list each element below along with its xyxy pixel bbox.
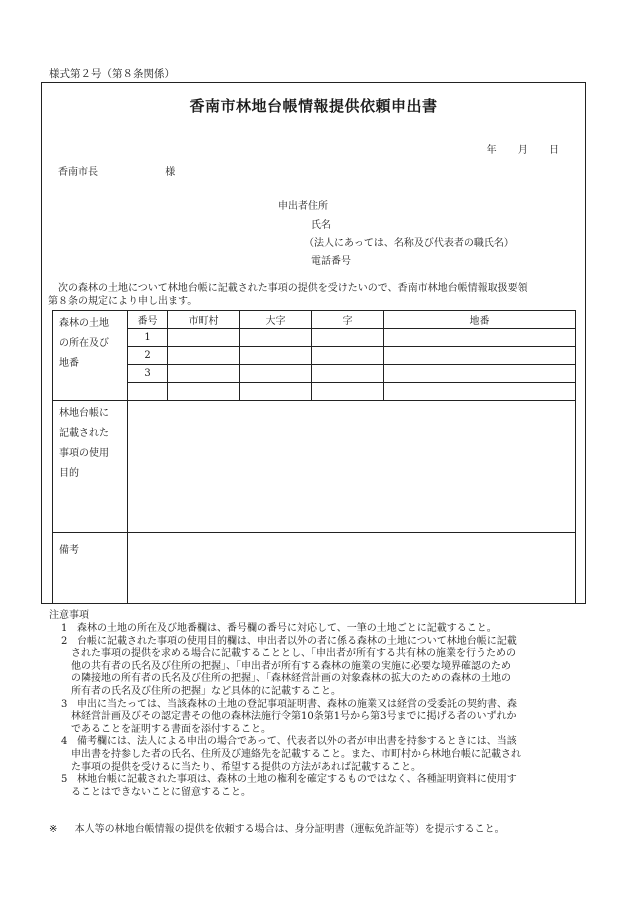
- note-number: 5: [61, 774, 68, 786]
- addressee: [58, 163, 175, 178]
- header-lot-number: 地番: [384, 311, 576, 329]
- land-info-table: [52, 310, 576, 604]
- municipality-cell[interactable]: [168, 329, 240, 347]
- note-line: であることを証明する書面を添付すること。: [71, 723, 271, 735]
- note-line: 森林の土地の所在及び地番欄は、番号欄の番号に対応して、一筆の土地ごとに記載すること。: [77, 623, 497, 634]
- applicant-corp-note: （法人にあっては、名称及び代表者の職氏名）: [304, 238, 514, 249]
- notes-list: [49, 623, 579, 799]
- remarks-row: [53, 533, 576, 604]
- intro-text: [48, 282, 582, 308]
- aza-cell[interactable]: [312, 383, 384, 401]
- note-line: 林経営計画及びその認定書その他の森林法施行令第10条第1号から第3号までに掲げる者のいずれか: [71, 711, 517, 723]
- applicant-phone-label: 電話番号: [311, 256, 351, 267]
- row-number: 2: [128, 347, 168, 365]
- note-line: ることはできないことに留意すること。: [71, 786, 251, 798]
- date-year-label: 年: [486, 145, 497, 156]
- row-number: [128, 383, 168, 401]
- table-row: [53, 383, 576, 401]
- form-title: 香南市林地台帳情報提供依頼申出書: [189, 97, 438, 115]
- note-line: 所有者の氏名及び住所の把握」など具体的に記載すること。: [71, 685, 341, 697]
- note-number: 3: [61, 698, 68, 710]
- purpose-row: [53, 401, 576, 533]
- note-number: 1: [61, 623, 68, 634]
- note-number: 2: [61, 635, 68, 647]
- note-line: された事項の提供を求める場合に記載することとし、「申出者が所有する共有林の施業を行うための: [71, 648, 516, 660]
- applicant-name-label: 氏名: [311, 220, 331, 231]
- municipality-cell[interactable]: [168, 365, 240, 383]
- date-month-label: 月: [517, 145, 528, 156]
- oaza-cell[interactable]: [240, 383, 312, 401]
- header-aza: 字: [312, 311, 384, 329]
- aza-cell[interactable]: [312, 365, 384, 383]
- oaza-cell[interactable]: [240, 329, 312, 347]
- footer-note: [49, 820, 505, 835]
- lot-number-cell[interactable]: [384, 365, 576, 383]
- municipality-cell[interactable]: [168, 347, 240, 365]
- note-line: 申出書を持参した者の氏名、住所及び連絡先を記載すること。また、市町村から林地台帳に記載され: [71, 748, 521, 760]
- lot-number-cell[interactable]: [384, 329, 576, 347]
- note-item: [49, 623, 579, 636]
- note-line: の隣接地の所有者の氏名及び住所の把握」、「森林経営計画の対象森林の拡大のための森林の土地の: [71, 673, 511, 685]
- note-item: [49, 774, 579, 799]
- header-oaza: 大字: [240, 311, 312, 329]
- intro-line-2: 第８条の規定により申し出ます。: [48, 296, 198, 307]
- note-line: た事項の提供を受けるに当たり、希望する提供の方法があれば記載すること。: [71, 761, 421, 773]
- note-number: 4: [61, 736, 68, 748]
- purpose-label-cell: 林地台帳に 記載された 事項の使用 目的: [53, 401, 128, 533]
- oaza-cell[interactable]: [240, 365, 312, 383]
- table-header-row: [53, 311, 576, 329]
- notes-section: [49, 606, 579, 799]
- footer-text: 本人等の林地台帳情報の提供を依頼する場合は、身分証明書（運転免許証等）を提示すること。: [74, 824, 505, 835]
- addressee-name: 香南市長: [58, 167, 98, 178]
- applicant-address-label: 申出者住所: [278, 201, 328, 212]
- note-line: 申出に当たっては、当該森林の土地の登記事項証明書、森林の施業又は経営の受委託の契約書、森: [77, 698, 517, 710]
- lot-number-cell[interactable]: [384, 383, 576, 401]
- note-line: 林地台帳に記載された事項は、森林の土地の権利を確定するものではなく、各種証明資料に使用す: [77, 774, 517, 786]
- aza-cell[interactable]: [312, 329, 384, 347]
- note-item: [49, 736, 579, 774]
- purpose-field[interactable]: [128, 401, 576, 533]
- table-row: [53, 365, 576, 383]
- date-line: [469, 141, 559, 156]
- row-number: 3: [128, 365, 168, 383]
- remarks-field[interactable]: [128, 533, 576, 604]
- addressee-honorific: 様: [165, 167, 176, 178]
- remarks-label-cell: 備考: [53, 533, 128, 604]
- note-line: 他の共有者の氏名及び住所の把握」、「申出者が所有する森林の施業の実施に必要な境界確認のため: [71, 660, 511, 672]
- notes-title: 注意事項: [49, 610, 89, 621]
- table-row: [53, 329, 576, 347]
- note-line: 備考欄には、法人による申出の場合であって、代表者以外の者が申出書を持参するときには、当該: [77, 736, 517, 748]
- date-day-label: 日: [549, 145, 559, 156]
- intro-line-1: 次の森林の土地について林地台帳に記載された事項の提供を受けたいので、香南市林地台帳情報取扱要領: [58, 283, 528, 294]
- footer-mark: ※: [49, 824, 58, 835]
- municipality-cell[interactable]: [168, 383, 240, 401]
- aza-cell[interactable]: [312, 347, 384, 365]
- note-item: [49, 636, 579, 699]
- table-row: [53, 347, 576, 365]
- location-label-cell: 森林の土地 の所在及び 地番: [53, 311, 128, 401]
- row-number: 1: [128, 329, 168, 347]
- application-form-frame: [41, 82, 586, 604]
- lot-number-cell[interactable]: [384, 347, 576, 365]
- header-number: 番号: [128, 311, 168, 329]
- note-line: 台帳に記載された事項の使用目的欄は、申出者以外の者に係る森林の土地について林地台帳に記載: [77, 635, 517, 647]
- oaza-cell[interactable]: [240, 347, 312, 365]
- form-number: 様式第２号（第８条関係）: [49, 68, 175, 80]
- note-item: [49, 699, 579, 737]
- header-municipality: 市町村: [168, 311, 240, 329]
